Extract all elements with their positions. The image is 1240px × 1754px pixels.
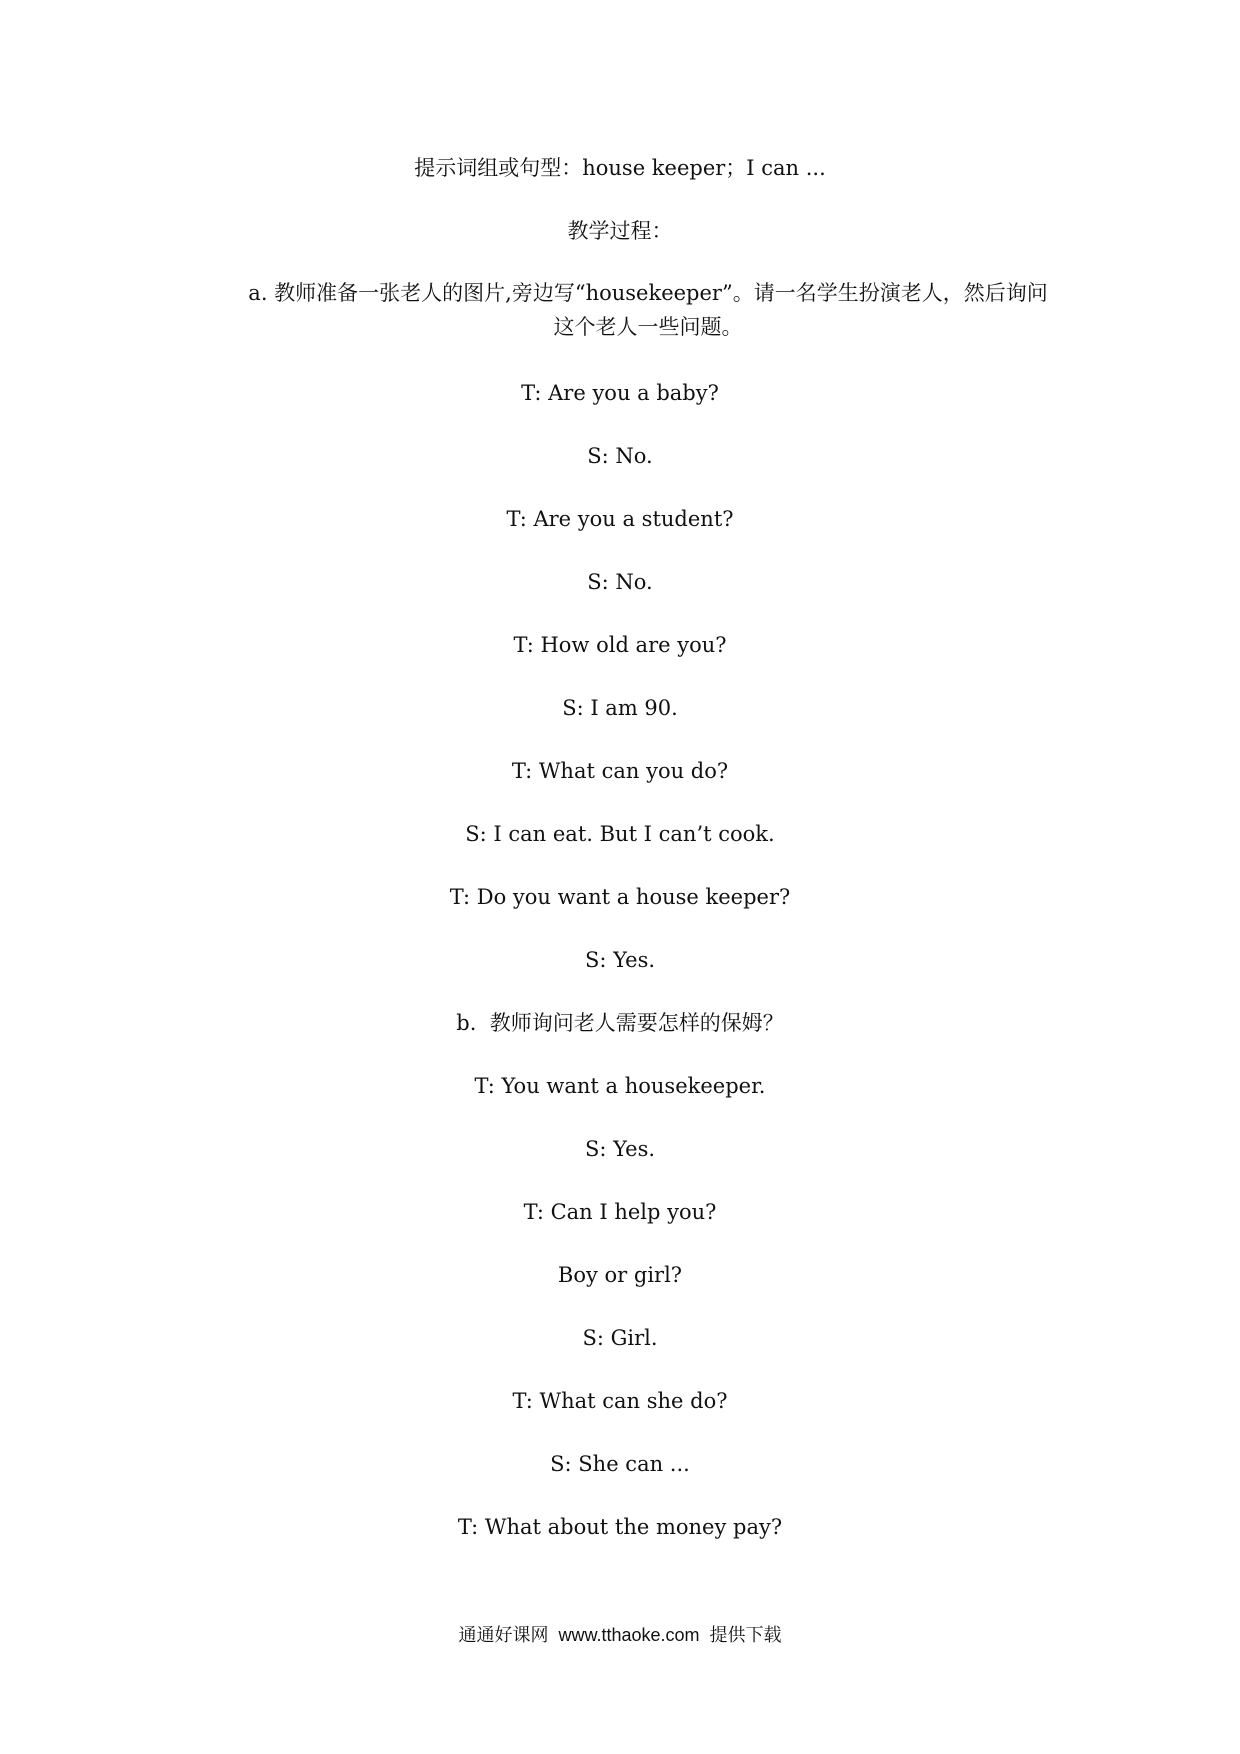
dialogue-line: T: You want a housekeeper. bbox=[474, 1074, 766, 1098]
dialogue-line: S: She can ... bbox=[550, 1452, 690, 1476]
step-b-line: b. 教师询问老人需要怎样的保姆？ bbox=[456, 1011, 784, 1035]
dialogue-line: Boy or girl? bbox=[557, 1263, 683, 1287]
dialogue-line: T: Do you want a house keeper? bbox=[449, 885, 791, 909]
dialogue-line: S: Yes. bbox=[584, 948, 656, 972]
dialogue-line: S: Yes. bbox=[584, 1137, 656, 1161]
step-a-paragraph: a. 教师准备一张老人的图片,旁边写“housekeeper”。请一名学生扮演老人，然后询问这个老人一些问题。 bbox=[248, 281, 1048, 339]
dialogue-line: T: Can I help you? bbox=[523, 1200, 717, 1224]
dialogue-line: T: Are you a baby? bbox=[521, 381, 719, 405]
dialogue-line: T: What about the money pay? bbox=[457, 1515, 783, 1539]
dialogue-line: S: I can eat. But I can’t cook. bbox=[465, 822, 775, 846]
dialogue-line: T: How old are you? bbox=[513, 633, 727, 657]
dialogue-line: T: What can she do? bbox=[512, 1389, 728, 1413]
dialogue-line: T: What can you do? bbox=[511, 759, 729, 783]
dialogue-line: S: No. bbox=[587, 444, 653, 468]
dialogue-line: T: Are you a student? bbox=[506, 507, 734, 531]
footer-credit: 通通好课网 www.tthaoke.com 提供下载 bbox=[458, 1625, 782, 1645]
dialogue-line: S: I am 90. bbox=[562, 696, 678, 720]
hint-line: 提示词组或句型：house keeper；I can ... bbox=[414, 156, 826, 180]
dialogue-line: S: No. bbox=[587, 570, 653, 594]
process-heading: 教学过程： bbox=[567, 219, 673, 243]
dialogue-line: S: Girl. bbox=[582, 1326, 658, 1350]
